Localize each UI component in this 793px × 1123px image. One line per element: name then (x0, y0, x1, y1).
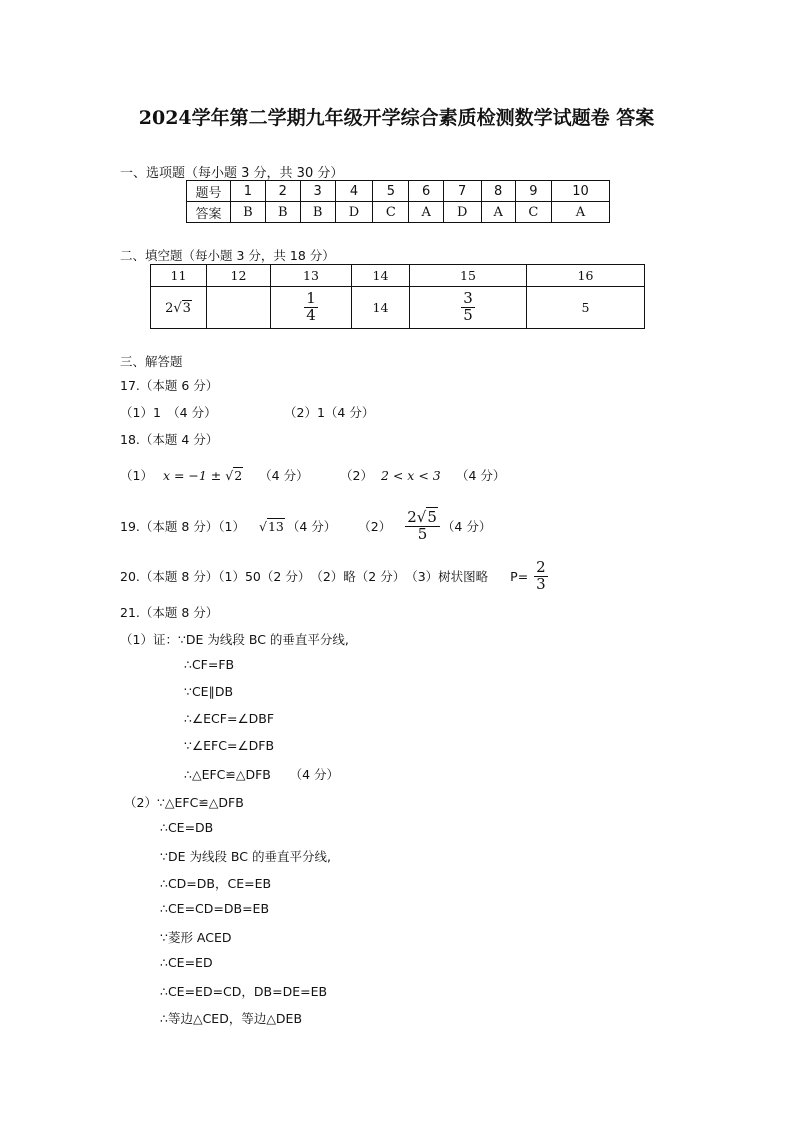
blank-number: 15 (410, 265, 527, 287)
q17-part2: （2）1（4 分） (284, 405, 375, 420)
sqrt-coefficient: 2 (165, 300, 174, 316)
choice-answer: B (300, 202, 335, 223)
q21-part1-line: ∴△EFC≌△DFB （4 分） (184, 767, 340, 782)
blank-number: 16 (527, 265, 645, 287)
sqrt-radicand: 13 (267, 518, 284, 534)
answer-16: 5 (527, 287, 645, 329)
q18-part1: （1） x = −1 ± √2 （4 分） (120, 468, 309, 483)
q21-part2-line: ∵菱形 ACED (160, 930, 232, 945)
q21-part2-line: （2）∵△EFC≌△DFB (124, 795, 244, 810)
q21-part2-line: ∴CE=ED (160, 955, 213, 970)
q17-label: 17.（本题 6 分） (120, 378, 219, 393)
choice-answer: C (515, 202, 551, 223)
choice-answer: A (409, 202, 443, 223)
choice-answer: A (551, 202, 609, 223)
q20-probability-label: P= (510, 568, 529, 584)
q19-line: 19.（本题 8 分）（1） √13 （4 分） （2） $\frac{2√5}{5}$ （4 分） (120, 507, 492, 543)
q17-part1: （1）1 （4 分） (120, 405, 217, 420)
q19-part2-points: （4 分） (441, 519, 492, 534)
q21-part1-line: （1）证：∵DE 为线段 BC 的垂直平分线, (120, 632, 349, 647)
q21-part2-line: ∴CD=DB，CE=EB (160, 876, 272, 891)
q18-inequality: 2 < x < 3 (380, 468, 441, 483)
blank-number: 13 (271, 265, 352, 287)
q18-label: 18.（本题 4 分） (120, 432, 219, 447)
blank-number: 12 (207, 265, 271, 287)
answer-15 (410, 287, 527, 329)
row-label-answer: 答案 (187, 202, 231, 223)
q18-part1-prefix: （1） (120, 468, 153, 483)
choice-answer: B (231, 202, 266, 223)
answer-12-blank (207, 287, 271, 329)
choice-number-row (187, 181, 610, 202)
q21-part1-line: ∵CE∥DB (184, 684, 234, 699)
fraction-numerator: 1 (306, 289, 316, 308)
blank-number-row (151, 265, 645, 287)
fraction-denominator: 3 (536, 574, 546, 593)
q18-part2 (340, 466, 441, 484)
blank-answer-row (151, 287, 645, 329)
choice-number: 4 (335, 181, 373, 202)
fraction-denominator: 5 (417, 524, 428, 543)
row-label-number: 题号 (187, 181, 231, 202)
choice-number: 1 (231, 181, 266, 202)
choice-number: 6 (409, 181, 443, 202)
q19-part2-prefix: （2） (358, 519, 392, 534)
sqrt-coefficient: 2 (407, 507, 417, 526)
blank-number: 11 (151, 265, 207, 287)
sqrt-radicand: 5 (427, 507, 437, 526)
answer-11: 2√3 (151, 287, 207, 329)
q21-part2-line: ∴CE=CD=DB=EB (160, 901, 270, 916)
section3-heading: 三、解答题 (120, 354, 183, 369)
q21-label: 21.（本题 8 分） (120, 605, 219, 620)
q20-line (120, 556, 548, 596)
fraction-numerator: 3 (463, 289, 473, 308)
page-title: 2024学年第二学期九年级开学综合素质检测数学试题卷 答案 (138, 107, 655, 129)
choice-answer: D (443, 202, 481, 223)
choice-answer: C (373, 202, 409, 223)
choice-number: 2 (265, 181, 300, 202)
answer-13 (271, 287, 352, 329)
q19-part1-points: （4 分） (286, 519, 337, 534)
choice-answer-table (186, 180, 610, 223)
sqrt-radicand: 2 (234, 468, 243, 483)
q18-part2-points: （4 分） (456, 468, 506, 483)
q19-label: 19.（本题 8 分）（1） (120, 519, 245, 534)
blank-number: 14 (352, 265, 410, 287)
choice-number: 7 (443, 181, 481, 202)
q20-text: 20.（本题 8 分）（1）50（2 分） （2）略（2 分） （3）树状图略 (120, 569, 489, 584)
fraction-numerator: 2 (536, 557, 546, 576)
q21-part2-line: ∵DE 为线段 BC 的垂直平分线, (160, 849, 331, 864)
q18-part1-points: （4 分） (259, 468, 309, 483)
q21-part1-line: ∴∠ECF=∠DBF (184, 711, 275, 726)
q21-part2-line: ∴CE=DB (160, 820, 214, 835)
section2-heading: 二、填空题（每小题 3 分，共 18 分） (120, 248, 335, 263)
sqrt-radicand: 3 (182, 300, 191, 316)
fill-blank-table (150, 264, 645, 329)
choice-answer-row (187, 202, 610, 223)
fraction-denominator: 4 (306, 306, 316, 324)
choice-number: 3 (300, 181, 335, 202)
q18-part2-prefix: （2） (340, 468, 373, 483)
answer-14: 14 (352, 287, 410, 329)
choice-answer: A (481, 202, 515, 223)
fraction-denominator: 5 (463, 306, 473, 324)
section1-heading: 一、选项题（每小题 3 分，共 30 分） (120, 166, 344, 181)
q21-part2-line: ∴等边△CED，等边△DEB (160, 1011, 303, 1026)
choice-answer: B (265, 202, 300, 223)
choice-answer: D (335, 202, 373, 223)
q21-part1-line: ∵∠EFC=∠DFB (184, 738, 275, 753)
choice-number: 5 (373, 181, 409, 202)
q18-equation: x = −1 ± (162, 468, 222, 483)
choice-number: 8 (481, 181, 515, 202)
q21-part2-line: ∴CE=ED=CD，DB=DE=EB (160, 984, 328, 999)
q21-part1-line: ∴CF=FB (184, 657, 235, 672)
choice-number: 9 (515, 181, 551, 202)
choice-number: 10 (551, 181, 609, 202)
